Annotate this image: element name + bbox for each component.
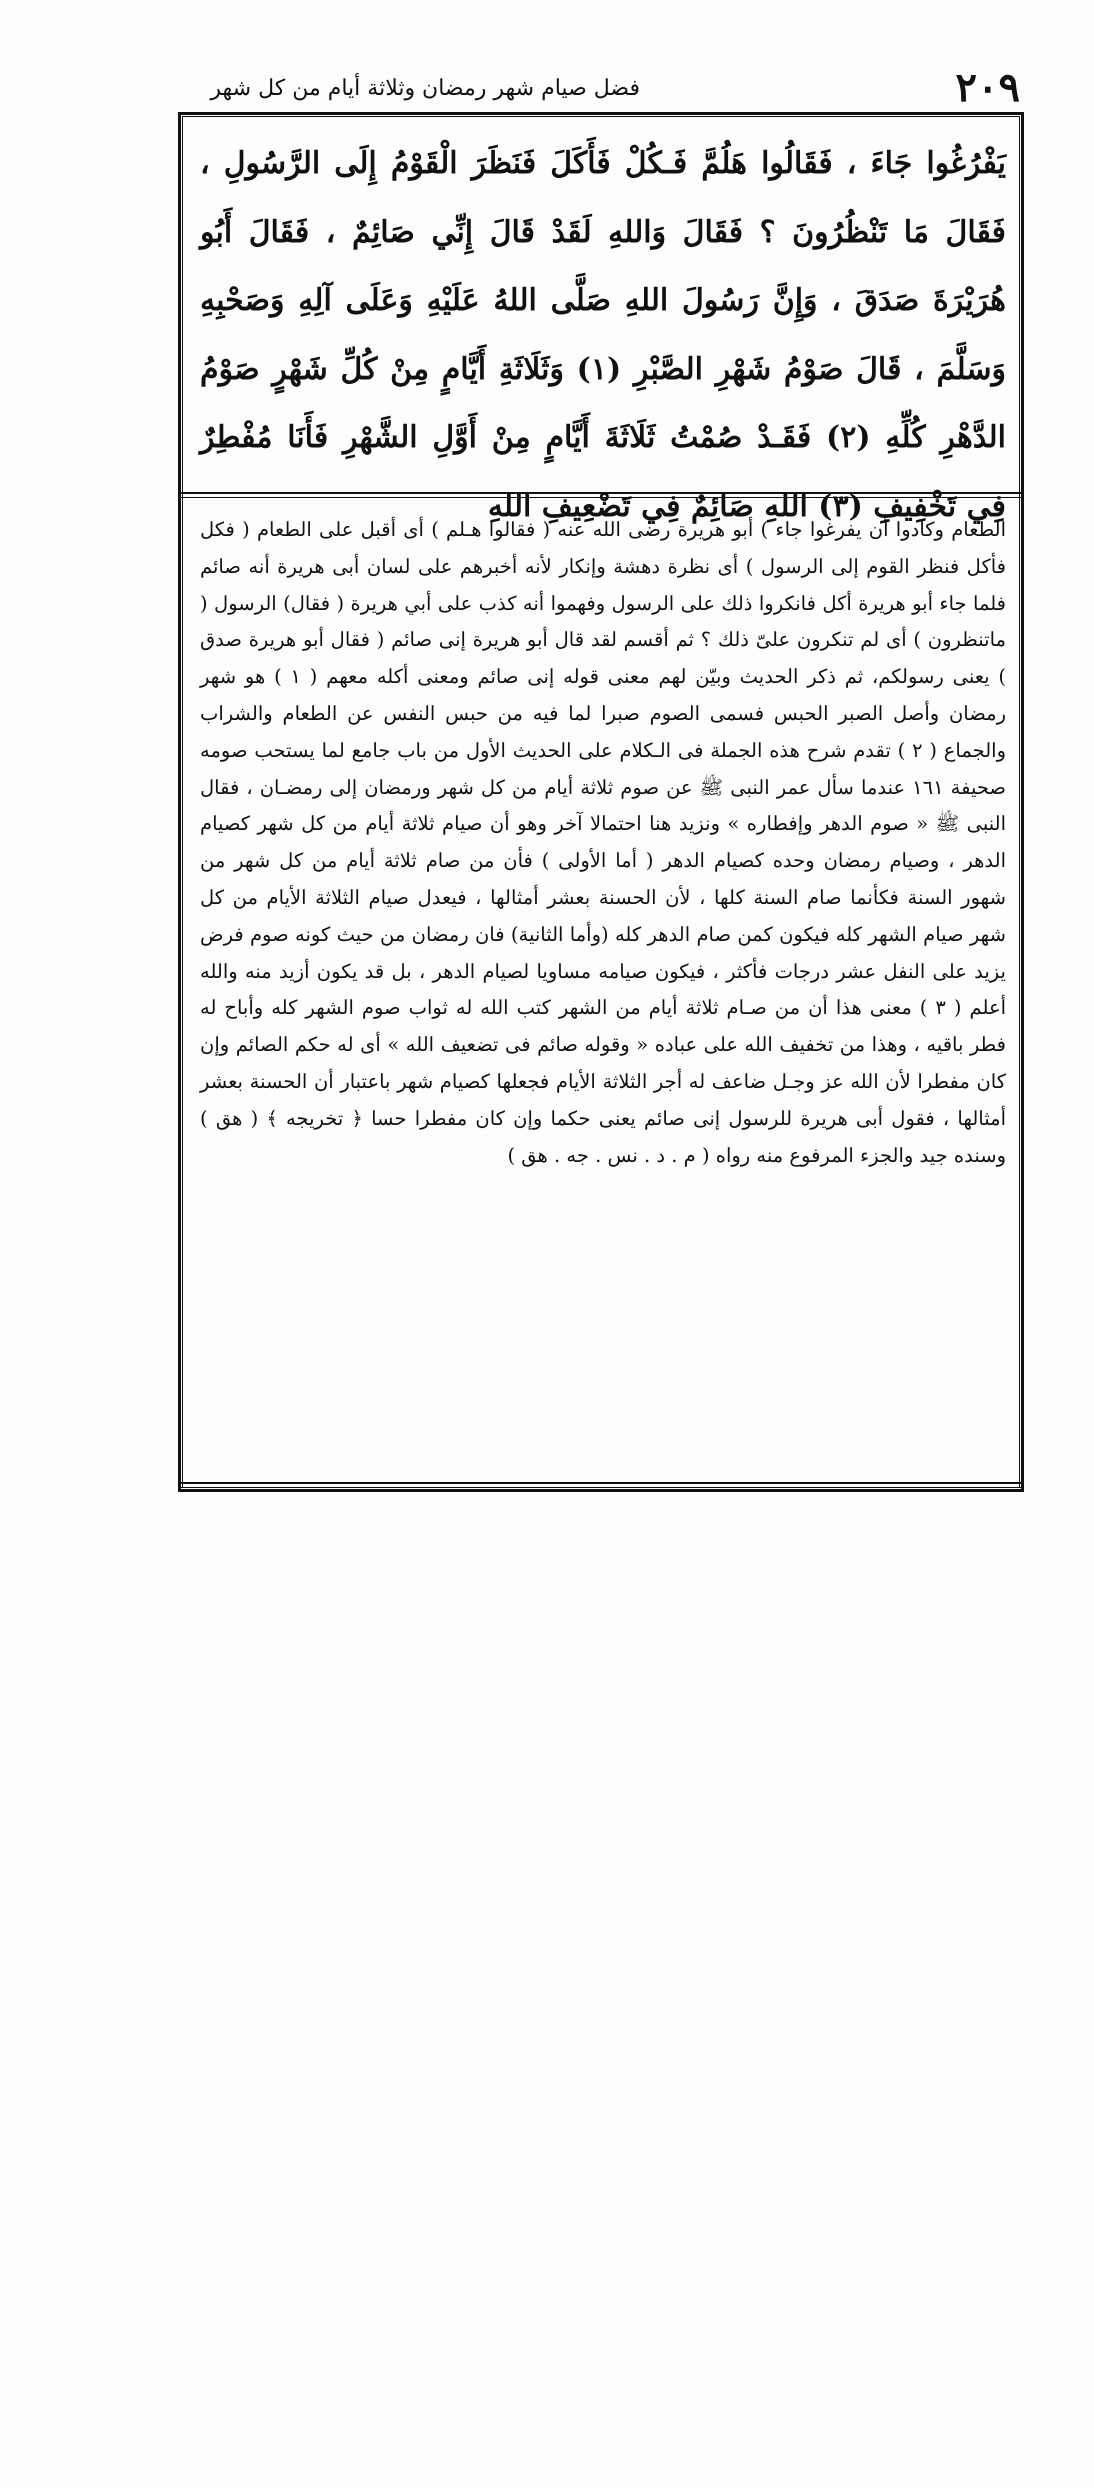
- page-number: ٢٠٩: [955, 64, 1020, 111]
- hadith-text: يَفْرُغُوا جَاءَ ، فَقَالُوا هَلُمَّ فَـكُلْ فَأَكَلَ فَنَظَرَ الْقَوْمُ إِلَى الرَّسُولِ ، فَقَالَ مَا تَنْظُرُونَ ؟ فَقَالَ وَاللهِ لَقَدْ قَالَ إِنِّي صَائِمٌ ، فَقَالَ أَبُو هُرَيْرَةَ صَدَقَ ، وَإِنَّ رَسُولَ اللهِ صَلَّى اللهُ عَلَيْهِ وَعَلَى آلِهِ وَصَحْبِهِ وَسَلَّمَ ، قَالَ صَوْمُ شَهْرِ الصَّبْرِ (١) وَثَلَاثَةِ أَيَّامٍ مِنْ كُلِّ شَهْرٍ صَوْمُ الدَّهْرِ كُلِّهِ (٢) فَقَـدْ صُمْتُ ثَلَاثَةَ أَيَّامٍ مِنْ أَوَّلِ الشَّهْرِ فَأَنَا مُفْطِرٌ فِي تَخْفِيفِ (٣) اللهِ صَائِمٌ فِي تَضْعِيفِ اللهِ: [200, 146, 1006, 524]
- commentary-block: [200, 512, 1006, 1174]
- section-divider: [180, 492, 1022, 498]
- commentary-text: الطعام وكادوا أن يفرغوا جاء ) أبو هريرة رضى الله عنه ( فقالوا هـلم ) أى أقبل على الطعام ( فكل فأكل فنظر القوم إلى الرسول ) أى نظرة دهشة وإنكار لأنه أخبرهم على لسان أبى هريرة أنه صائم فلما جاء أبو هريرة أكل فانكروا ذلك على الرسول وفهموا أنه كذب على أبي هريرة ( فقال) الرسول ( ماتنظرون ) أى لم تنكرون علىّ ذلك ؟ ثم أقسم لقد قال أبو هريرة إنى صائم ( فقال أبو هريرة صدق ) يعنى رسولكم، ثم ذكر الحديث وبيّن لهم معنى قوله إنى صائم ومعنى أكله معهم ( ١ ) هو شهر رمضان وأصل الصبر الحبس فسمى الصوم صبرا لما فيه من حبس النفس عن الطعام والشراب والجماع ( ٢ ) تقدم شرح هذه الجملة فى الـكلام على الحديث الأول من باب جامع لما يستحب صومه صحيفة ١٦١ عندما سأل عمر النبى ﷺ عن صوم ثلاثة أيام من كل شهر ورمضان إلى رمضـان ، فقال النبى ﷺ « صوم الدهر وإفطاره » ونزيد هنا احتمالا آخر وهو أن صيام ثلاثة أيام من كل شهر كصيام الدهر ، وصيام رمضان وحده كصيام الدهر ( أما الأولى ) فأن من صام ثلاثة أيام من كل شهر من شهور السنة فكأنما صام السنة كلها ، لأن الحسنة بعشر أمثالها ، فيعدل صيام الثلاثة الأيام من كل شهر صيام الشهر كله فيكون كمن صام الدهر كله (وأما الثانية) فان رمضان من حيث كونه صوم فرض يزيد على النفل عشر درجات فأكثر ، فيكون صيامه مساويا لصيام الدهر ، بل قد يكون أزيد منه والله أعلم ( ٣ ) معنى هذا أن من صـام ثلاثة أيام من الشهر كتب الله له ثواب صوم الشهر كله وأباح له فطر باقيه ، وهذا من تخفيف الله على عباده « وقوله صائم فى تضعيف الله » أى له حكم الصائم وإن كان مفطرا لأن الله عز وجـل ضاعف له أجر الثلاثة الأيام فجعلها كصيام شهر باعتبار أن الحسنة بعشر أمثالها ، فقول أبى هريرة للرسول إنى صائم يعنى حكما وإن كان مفطرا حسا ﴿ تخريجه ﴾ ( هق ) وسنده جيد والجزء المرفوع منه رواه ( م . د . نس . جه . هق ): [200, 518, 1007, 1167]
- bottom-rule: [180, 1482, 1022, 1488]
- page-header: [180, 66, 1020, 110]
- hadith-text-block: [200, 130, 1006, 541]
- running-title: فضل صيام شهر رمضان وثلاثة أيام من كل شهر: [210, 76, 640, 101]
